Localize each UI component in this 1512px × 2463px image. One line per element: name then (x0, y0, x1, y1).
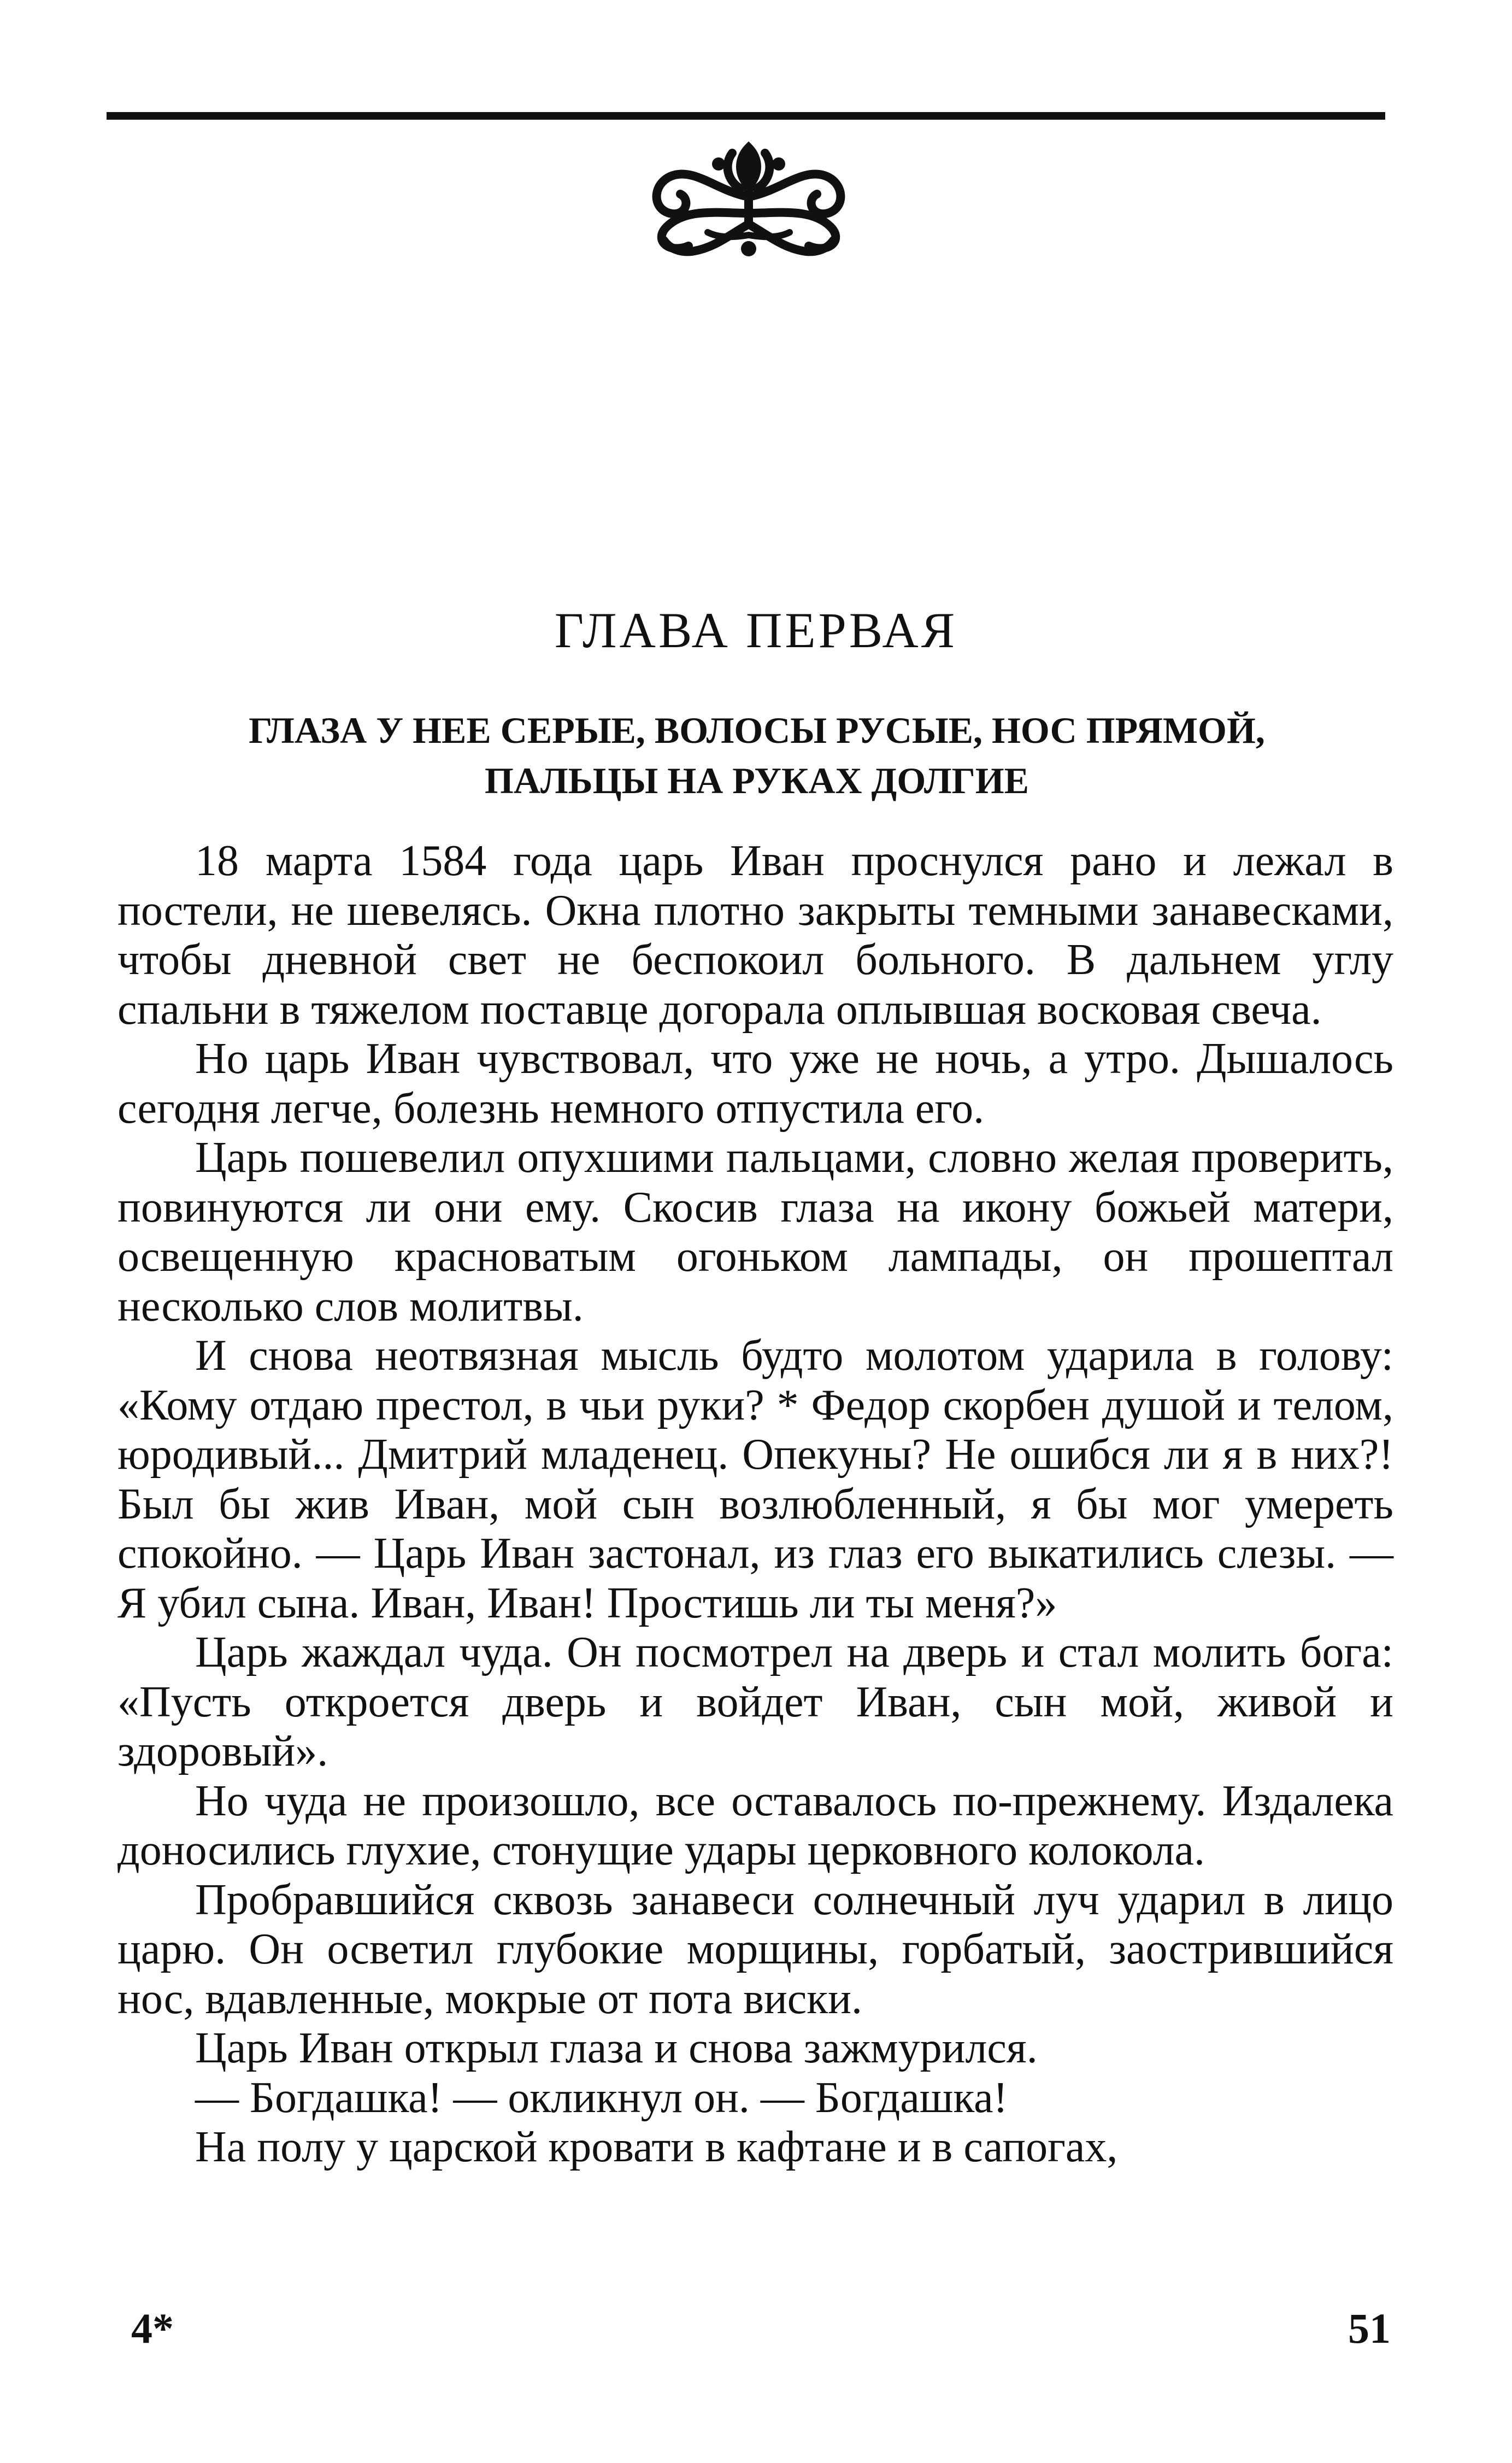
paragraph: И снова неотвязная мысль будто молотом ударила в голову: «Кому отдаю престол, в чьи руки? * Федор скорбен душой и телом, юродивый... Дмитрий младенец. Опекуны? Не ошибся ли я в них?! Был бы жив Иван, мой сын возлюбленный, я бы мог умереть спокойно. — Царь Иван застонал, из глаз его выкатились слезы. — Я убил сына. Иван, Иван! Простишь ли ты меня?» (117, 1332, 1393, 1627)
paragraph: Царь пошевелил опухшими пальцами, словно желая проверить, повинуются ли они ему. Скосив глаза на икону божьей матери, освещенную красноватым огоньком лампады, он прошептал несколько слов молитвы. (117, 1134, 1393, 1330)
paragraph: Но чуда не произошло, все оставалось по-прежнему. Издалека доносились глухие, стонущие удары церковного колокола. (117, 1776, 1393, 1874)
body-text (117, 836, 1393, 2172)
paragraph: Пробравшийся сквозь занавеси солнечный луч ударил в лицо царю. Он осветил глубокие морщины, горбатый, заострившийся нос, вдавленные, мокрые от пота виски. (117, 1875, 1393, 2023)
paragraph: Царь жаждал чуда. Он посмотрел на дверь и стал молить бога: «Пусть откроется дверь и войдет Иван, сын мой, живой и здоровый». (117, 1628, 1393, 1775)
signature-mark: 4* (131, 2304, 174, 2352)
chapter-subtitle (120, 705, 1393, 806)
paragraph: Царь Иван открыл глаза и снова зажмурился. (195, 2024, 1038, 2072)
subtitle-line-1: ГЛАЗА У НЕЕ СЕРЫЕ, ВОЛОСЫ РУСЫЕ, НОС ПРЯМОЙ, (249, 709, 1265, 751)
top-rule (107, 112, 1385, 120)
page-number: 51 (1348, 2304, 1391, 2352)
paragraph: На полу у царской кровати в кафтане и в сапогах, (195, 2123, 1118, 2171)
paragraph: 18 марта 1584 года царь Иван проснулся рано и лежал в постели, не шевелясь. Окна плотно закрыты темными занавесками, чтобы дневной свет не беспокоил больного. В дальнем углу спальни в тяжелом поставце догорала оплывшая восковая свеча. (117, 837, 1393, 1034)
paragraph: Но царь Иван чувствовал, что уже не ночь, а утро. Дышалось сегодня легче, болезнь немного отпустила его. (117, 1035, 1393, 1133)
floral-ornament-icon (637, 131, 861, 265)
paragraph: — Богдашка! — окликнул он. — Богдашка! (195, 2073, 1008, 2122)
subtitle-line-2: ПАЛЬЦЫ НА РУКАХ ДОЛГИЕ (484, 760, 1029, 801)
chapter-title: ГЛАВА ПЕРВАЯ (554, 602, 958, 658)
